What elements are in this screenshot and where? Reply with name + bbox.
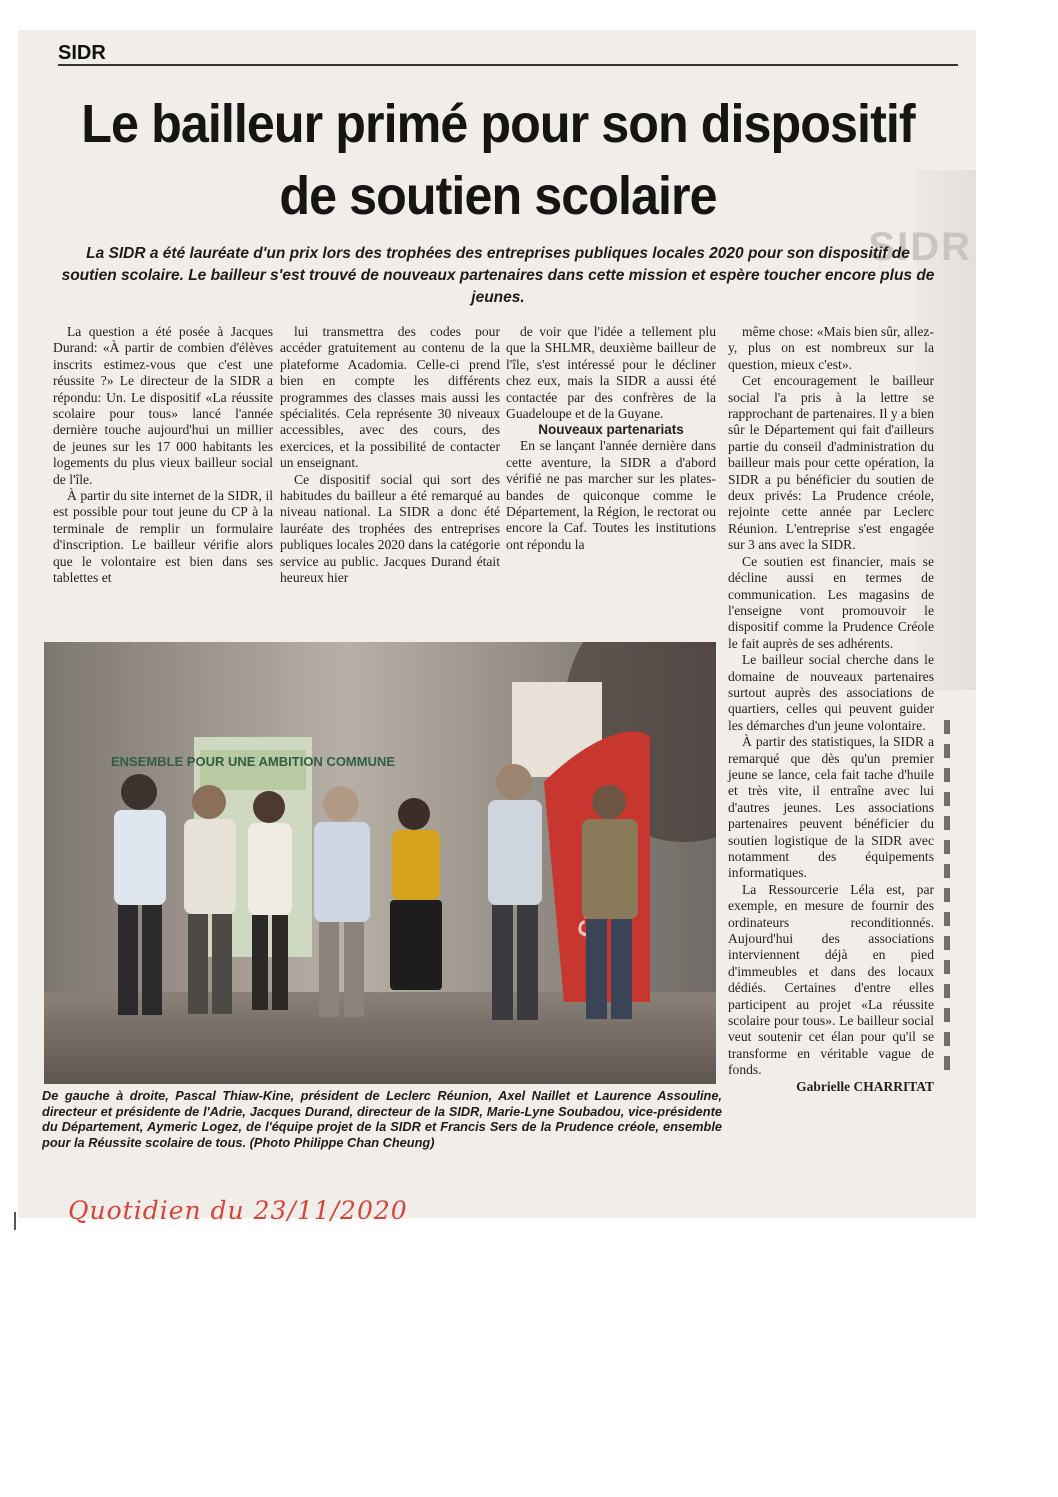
article-headline: Le bailleur primé pour son dispositif de soutien scolaire	[81, 94, 915, 226]
banner-text: ENSEMBLE POUR UNE AMBITION COMMUNE	[110, 754, 396, 769]
paragraph: En se lançant l'année dernière dans cette aventure, la SIDR a d'abord vérifié ne pas marcher sur les plates-bandes de quiconque comme le Département, la Région, le rectorat ou encore la Caf. Toutes les institutions ont répondu la	[506, 438, 716, 552]
section-subhead: Nouveaux partenariats	[538, 422, 684, 438]
paragraph: même chose: «Mais bien sûr, allez-y, plus on est nombreux sur la question, mieux c'est».	[728, 324, 934, 372]
handwritten-date-note: Quotidien du 23/11/2020	[68, 1196, 408, 1225]
paragraph: de voir que l'idée a tellement plu que la SHLMR, deuxième bailleur de l'île, s'est intéressé pour le décliner chez eux, mais la SIDR a aussi été contactée par des confrères de la Guadeloupe et de la Guyane.	[506, 324, 716, 422]
paragraph: La question a été posée à Jacques Durand: «À partir de combien d'élèves inscrits estimez-vous que c'est une réussite ?» Le directeur de la SIDR a répondu: Un. Le dispositif «La réussite scolaire pour tous» lancé l'année dernière touche aujourd'hui un millier de jeunes sur les 17 000 habitants les logements du plus vieux bailleur social de l'île.	[53, 324, 273, 487]
article-column-4	[728, 324, 934, 1095]
section-rubric: SIDR	[58, 42, 106, 64]
margin-mark	[14, 1212, 16, 1230]
paragraph: lui transmettra des codes pour accéder gratuitement au contenu de la plateforme Acadomia. Celle-ci prend bien en compte les différents programmes des classes mais aussi les spécialités. Cela représente 30 niveaux accessibles, avec des cours, des exercices, et la possibilité de contacter un enseignant.	[280, 324, 500, 471]
paragraph: À partir du site internet de la SIDR, il est possible pour tout jeune du CP à la terminale de remplir un formulaire d'inscription. Le bailleur vérifie alors que le volontaire est bien dans ses tablettes et	[53, 488, 273, 586]
rubric-rule	[58, 64, 958, 66]
paragraph: Ce dispositif social qui sort des habitudes du bailleur a été remarqué au niveau national. La SIDR a donc été lauréate des trophées des entreprises publiques locales 2020 dans la catégorie service au public. Jacques Durand était heureux hier	[280, 471, 500, 586]
paragraph: Cet encouragement le bailleur social l'a pris à la lettre se rapprochant de partenaires. Il y a bien sûr le Département qui fait d'ailleurs partie du conseil d'administration du bailleur mais pour cette opération, la SIDR a pu bénéficier du soutien de deux privés: La Prudence créole, rejointe cette année par Leclerc Réunion. L'entreprise s'est engagée sur 3 ans avec la SIDR.	[728, 373, 934, 553]
paragraph: À partir des statistiques, la SIDR a remarqué que dès qu'un premier jeune se lance, cela fait tache d'huile et très vite, il entraîne avec lui d'autres jeunes. Les associations partenaires peuvent bénéficier du soutien logistique de la SIDR avec notamment des équipements informatiques.	[728, 734, 934, 881]
article-column-1	[53, 324, 273, 587]
article-lead: La SIDR a été lauréate d'un prix lors des trophées des entreprises publiques locales 2020 pour son dispositif de soutien scolaire. Le bailleur s'est trouvé de nouveaux partenaires dans cette mission et espère toucher encore plus de jeunes.	[61, 245, 935, 306]
photo-caption: De gauche à droite, Pascal Thiaw-Kine, président de Leclerc Réunion, Axel Naillet et Laurence Assouline, directeur et présidente de l'Adrie, Jacques Durand, directeur de la SIDR, Marie-Lyne Soubadou, vice-présidente du Département, Aymeric Logez, de l'équipe projet de la SIDR et Francis Sers de la Prudence créole, ensemble pour la Réussite scolaire de tous. (Photo Philippe Chan Cheung)	[42, 1088, 722, 1150]
adjacent-article-fragment: SIDR	[868, 225, 972, 269]
paragraph: La Ressourcerie Léla est, par exemple, en mesure de fournir des ordinateurs reconditionnés. Aujourd'hui des associations interviennent déjà en pied d'immeubles et dans des locaux dédiés. Certaines d'entre elles participent au projet «La réussite scolaire pour tous». Le bailleur social veut soutenir cet élan pour qu'il se transforme en véritable vague de fonds.	[728, 881, 934, 1078]
article-column-2	[280, 324, 500, 587]
author-signature: Gabrielle CHARRITAT	[796, 1078, 934, 1094]
newspaper-clipping	[18, 30, 976, 1218]
paragraph: Ce soutien est financier, mais se décline aussi en termes de communication. Les magasins de l'enseigne vont promouvoir le dispositif comme la Prudence Créole le fait auprès de ses adhérents.	[728, 553, 934, 651]
article-column-3	[506, 324, 716, 553]
group-photo	[44, 642, 716, 1084]
fold-shadow	[944, 720, 950, 1080]
paragraph: Le bailleur social cherche dans le domaine de nouveaux partenaires surtout auprès des associations de quartiers, celles qui peuvent guider les démarches d'un jeune volontaire.	[728, 652, 934, 733]
group-photo-illustration	[44, 642, 716, 1084]
